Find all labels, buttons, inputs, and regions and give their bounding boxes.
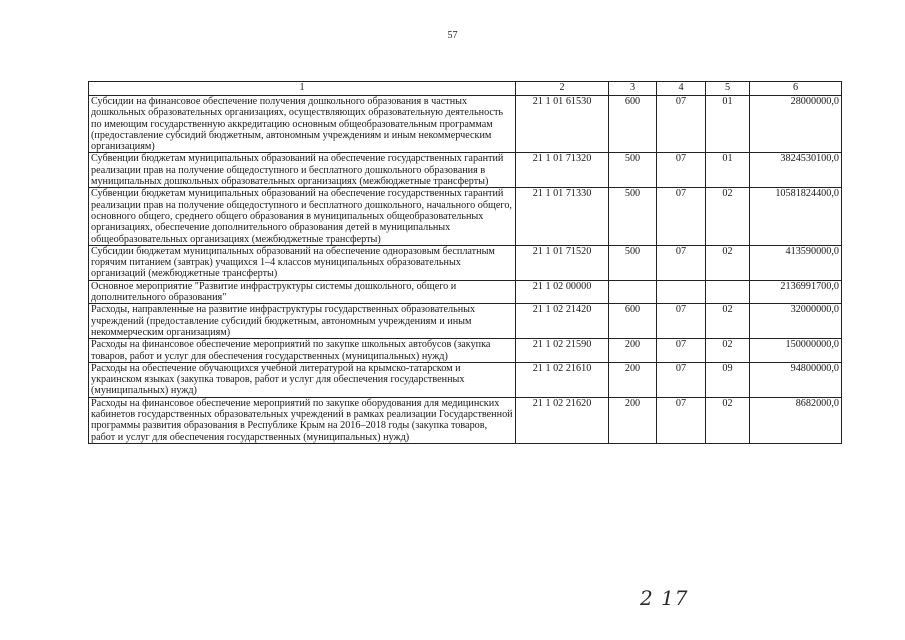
row-subsection — [706, 280, 750, 304]
row-code: 21 1 02 21620 — [516, 397, 609, 443]
row-code: 21 1 02 21420 — [516, 304, 609, 339]
budget-table — [88, 81, 842, 444]
table-row — [89, 96, 842, 153]
row-description: Расходы, направленные на развитие инфраструктуры государственных образовательных учреждений (предоставление субсидий бюджетным, автономным учреждениям и иным некоммерческим организациям) — [89, 304, 516, 339]
row-section: 07 — [657, 397, 706, 443]
table-row — [89, 339, 842, 363]
column-header-2: 2 — [516, 82, 609, 96]
row-subsection: 02 — [706, 245, 750, 280]
row-description: Расходы на финансовое обеспечение мероприятий по закупке оборудования для медицинских кабинетов государственных образовательных учреждений в рамках реализации Государственной программы развития образования в Республике Крым на 2016–2018 годы (закупка товаров, работ и услуг для обеспечения государственных (муниципальных) нужд) — [89, 397, 516, 443]
row-section: 07 — [657, 96, 706, 153]
row-subsection: 09 — [706, 362, 750, 397]
row-code: 21 1 02 21610 — [516, 362, 609, 397]
row-section: 07 — [657, 304, 706, 339]
row-description: Субсидии бюджетам муниципальных образований на обеспечение одноразовым бесплатным горячим питанием (завтрак) учащихся 1–4 классов муниципальных образовательных организаций (межбюджетные трансферты) — [89, 245, 516, 280]
row-subsection: 02 — [706, 339, 750, 363]
row-amount: 94800000,0 — [750, 362, 842, 397]
row-description: Основное мероприятие "Развитие инфраструктуры системы дошкольного, общего и дополнительного образования" — [89, 280, 516, 304]
row-amount: 32000000,0 — [750, 304, 842, 339]
table-row — [89, 280, 842, 304]
row-section: 07 — [657, 339, 706, 363]
column-header-3: 3 — [609, 82, 657, 96]
table-row — [89, 245, 842, 280]
row-description: Субсидии на финансовое обеспечение получения дошкольного образования в частных дошкольных образовательных организациях, осуществляющих образовательную деятельность по имеющим государственную аккредитацию основным общеобразовательным программам (предоставление субсидий бюджетным, автономным учреждениям и иным некоммерческим организациям) — [89, 96, 516, 153]
row-subsection: 02 — [706, 397, 750, 443]
row-subsection: 01 — [706, 153, 750, 188]
row-expense-type: 200 — [609, 339, 657, 363]
row-expense-type: 500 — [609, 188, 657, 245]
row-code: 21 1 01 71330 — [516, 188, 609, 245]
row-code: 21 1 01 71520 — [516, 245, 609, 280]
table-row — [89, 362, 842, 397]
table-header-row — [89, 82, 842, 96]
row-expense-type: 600 — [609, 304, 657, 339]
row-subsection: 02 — [706, 188, 750, 245]
table-row — [89, 397, 842, 443]
row-amount: 150000000,0 — [750, 339, 842, 363]
handwritten-page-mark: 2 17 — [640, 586, 689, 610]
row-description: Расходы на обеспечение обучающихся учебной литературой на крымско-татарском и украинском языках (закупка товаров, работ и услуг для обеспечения государственных (муниципальных) нужд) — [89, 362, 516, 397]
row-section: 07 — [657, 245, 706, 280]
row-subsection: 01 — [706, 96, 750, 153]
row-expense-type: 500 — [609, 153, 657, 188]
row-code: 21 1 02 21590 — [516, 339, 609, 363]
row-amount: 2136991700,0 — [750, 280, 842, 304]
row-description: Субвенции бюджетам муниципальных образований на обеспечение государственных гарантий реализации прав на получение общедоступного и бесплатного дошкольного образования в муниципальных дошкольных образовательных организациях (межбюджетные трансферты) — [89, 153, 516, 188]
table-row — [89, 304, 842, 339]
row-description: Субвенции бюджетам муниципальных образований на обеспечение государственных гарантий реализации прав на получение общедоступного и бесплатного дошкольного, начального общего, основного общего, среднего общего образования в муниципальных общеобразовательных организациях, обеспечение дополнительного образования детей в муниципальных общеобразовательных организациях (межбюджетные трансферты) — [89, 188, 516, 245]
row-description: Расходы на финансовое обеспечение мероприятий по закупке школьных автобусов (закупка товаров, работ и услуг для обеспечения государственных (муниципальных) нужд) — [89, 339, 516, 363]
row-code: 21 1 02 00000 — [516, 280, 609, 304]
row-amount: 8682000,0 — [750, 397, 842, 443]
row-amount: 10581824400,0 — [750, 188, 842, 245]
column-header-6: 6 — [750, 82, 842, 96]
row-code: 21 1 01 61530 — [516, 96, 609, 153]
column-header-4: 4 — [657, 82, 706, 96]
table-row — [89, 188, 842, 245]
column-header-5: 5 — [706, 82, 750, 96]
row-expense-type: 200 — [609, 397, 657, 443]
row-expense-type — [609, 280, 657, 304]
row-subsection: 02 — [706, 304, 750, 339]
row-section — [657, 280, 706, 304]
row-expense-type: 500 — [609, 245, 657, 280]
row-section: 07 — [657, 153, 706, 188]
row-expense-type: 200 — [609, 362, 657, 397]
row-amount: 413590000,0 — [750, 245, 842, 280]
row-amount: 3824530100,0 — [750, 153, 842, 188]
table-row — [89, 153, 842, 188]
column-header-1: 1 — [89, 82, 516, 96]
row-section: 07 — [657, 188, 706, 245]
row-section: 07 — [657, 362, 706, 397]
page-number: 57 — [447, 30, 458, 41]
row-expense-type: 600 — [609, 96, 657, 153]
row-amount: 28000000,0 — [750, 96, 842, 153]
row-code: 21 1 01 71320 — [516, 153, 609, 188]
